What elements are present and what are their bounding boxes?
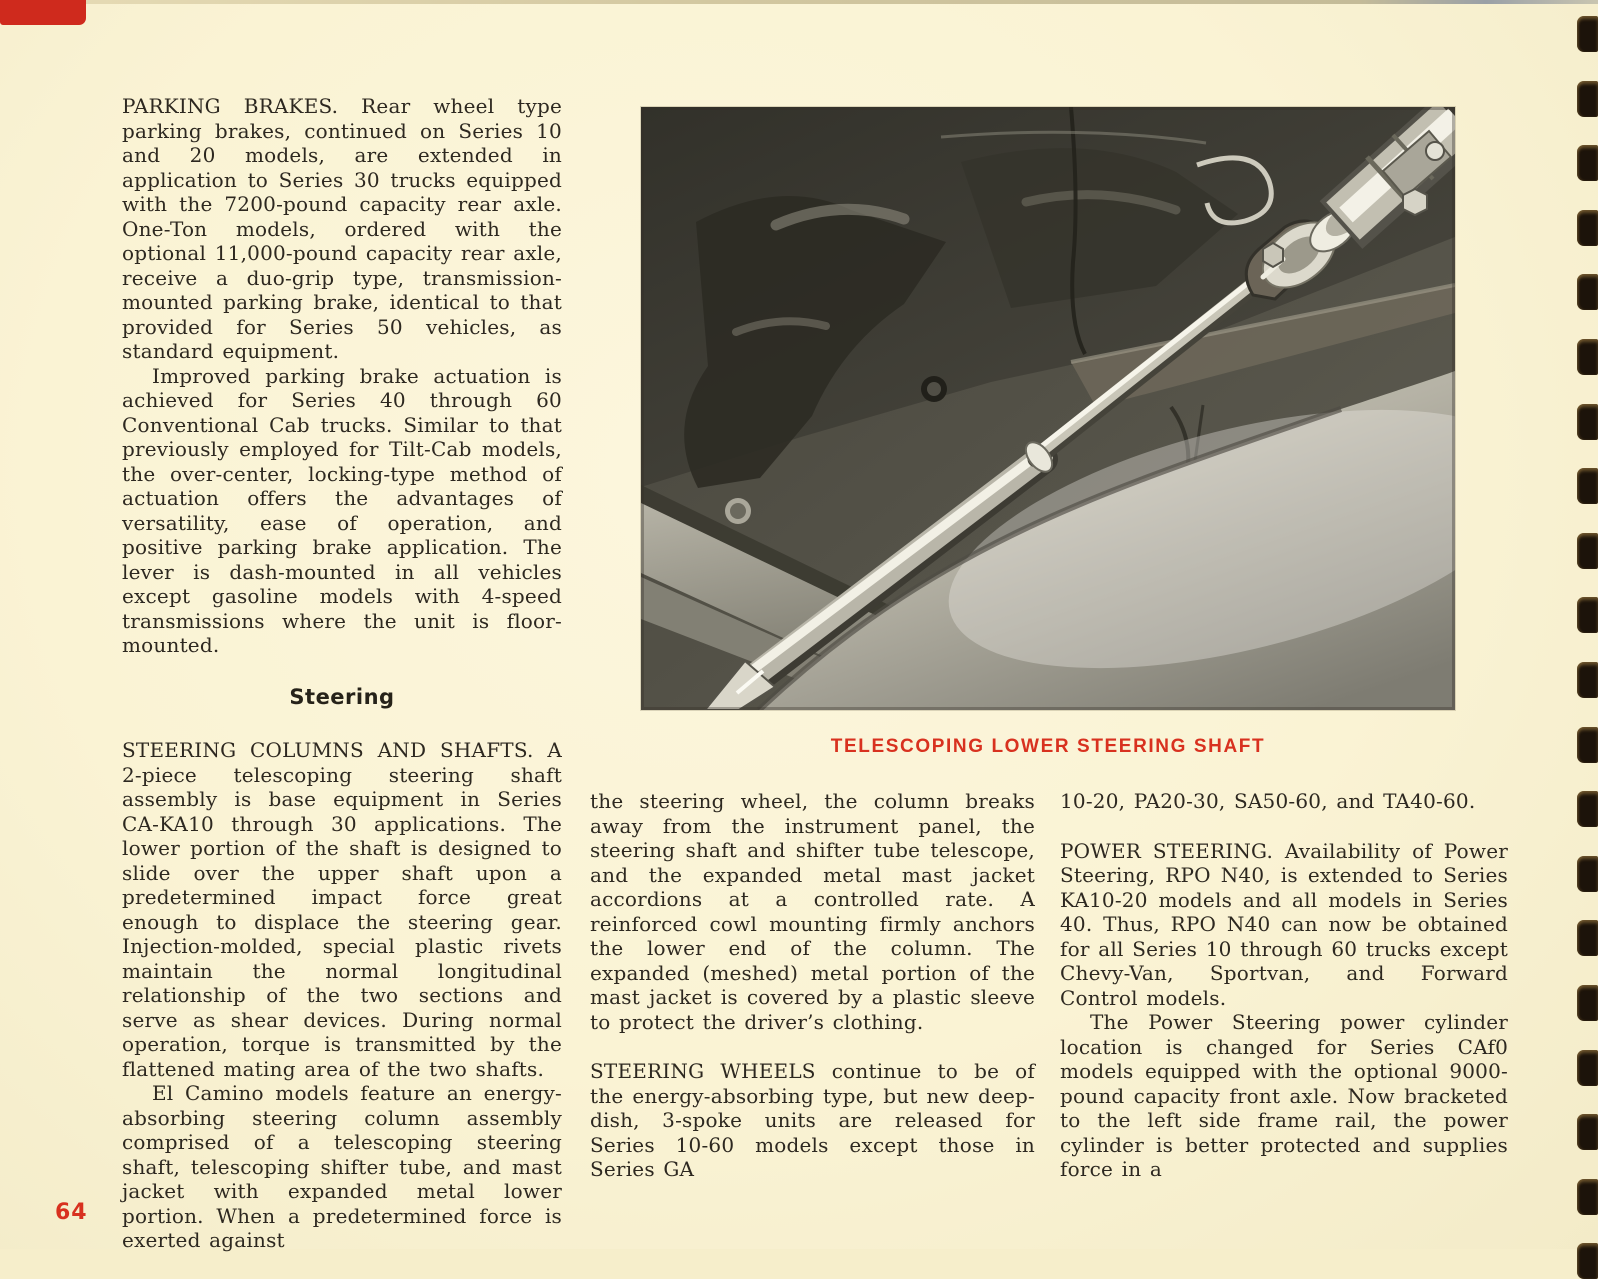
binding-hole [1577, 597, 1598, 633]
paragraph-parking-brakes: PARKING BRAKES. Rear wheel type parking brakes, continued on Series 10 and 20 models, are extended in application to Series 30 trucks equipped with the 7200-pound capacity rear axle. One-Ton models, ordered with the optional 11,000-pound capacity rear axle, receive a duo-grip type, transmission-mounted parking brake, identical to that provided for Series 50 vehicles, as standard equipment. [122, 94, 562, 363]
binding-hole [1577, 985, 1598, 1021]
binding-hole [1577, 662, 1598, 698]
binding-hole [1577, 1114, 1598, 1150]
binding-hole [1577, 274, 1598, 310]
binding-hole [1577, 404, 1598, 440]
paragraph-steering-columns: STEERING COLUMNS AND SHAFTS. A 2-piece telescoping steering shaft assembly is base equipment in Series CA-KA10 through 30 applications. The lower portion of the shaft is designed to slide over the upper shaft upon a predetermined impact force great enough to displace the steering gear. Injection-molded, special plastic rivets maintain the normal longitudinal relationship of the two sections and serve as shear devices. During normal operation, torque is transmitted by the flattened mating area of the two shafts. [122, 738, 562, 1081]
paragraph-steering-wheels: STEERING WHEELS continue to be of the energy-absorbing type, but new deep-dish, 3-spoke units are released for Series 10-60 models except those in Series GA [590, 1059, 1035, 1181]
steering-shaft-photo [641, 107, 1455, 710]
photo-caption: TELESCOPING LOWER STEERING SHAFT [830, 736, 1266, 757]
binding-hole [1577, 727, 1598, 763]
paragraph-power-cylinder: The Power Steering power cylinder location is changed for Series CAf0 models equipped with the optional 9000-pound capacity front axle. Now bracketed to the left side frame rail, the power cylinder is better protected and supplies force in a [1060, 1010, 1508, 1181]
paragraph-column-breakaway: the steering wheel, the column breaks away from the instrument panel, the steering shaft and shifter tube telescope, and the expanded metal mast jacket accordions at a controlled rate. A reinforced cowl mounting firmly anchors the lower end of the column. The expanded (meshed) metal portion of the mast jacket is covered by a plastic sleeve to protect the driver’s clothing. [590, 789, 1035, 1034]
binding-hole [1577, 920, 1598, 956]
steering-heading: Steering [289, 684, 395, 709]
paragraph-el-camino: El Camino models feature an energy-absorbing steering column assembly comprised of a telescoping steering shaft, telescoping shifter tube, and mast jacket with expanded metal lower portion. When a predetermined force is exerted against [122, 1081, 562, 1252]
right-column [1060, 789, 1508, 1182]
binding-hole [1577, 1050, 1598, 1086]
binding-hole [1577, 1179, 1598, 1215]
paragraph-power-steering: POWER STEERING. Availability of Power Steering, RPO N40, is extended to Series KA10-20 models and all models in Series 40. Thus, RPO N40 can now be obtained for all Series 10 through 60 trucks except Chevy-Van, Sportvan, and Forward Control models. [1060, 838, 1508, 1010]
paragraph-improved-actuation: Improved parking brake actuation is achieved for Series 40 through 60 Conventional Cab trucks. Similar to that previously employed for Tilt-Cab models, the over-center, locking-type method of actuation offers the advantages of versatility, ease of operation, and positive parking brake application. The lever is dash-mounted in all vehicles except gasoline models with 4-speed transmissions where the unit is floor-mounted. [122, 363, 562, 657]
binding-hole [1577, 339, 1598, 375]
left-column [122, 94, 562, 1253]
binding-hole [1577, 791, 1598, 827]
binding-hole [1577, 856, 1598, 892]
page-top-edge [0, 0, 1598, 4]
binding-hole [1577, 533, 1598, 569]
binding-hole [1577, 145, 1598, 181]
paragraph-series-list: 10-20, PA20-30, SA50-60, and TA40-60. [1060, 789, 1476, 813]
binding-hole [1577, 468, 1598, 504]
binding-hole [1577, 81, 1598, 117]
middle-column [590, 789, 1035, 1182]
red-corner-tab [0, 0, 86, 25]
binding-hole [1577, 210, 1598, 246]
page-number: 64 [55, 1200, 88, 1225]
steering-shaft-photo-art [641, 107, 1455, 710]
binding-hole [1577, 16, 1598, 52]
